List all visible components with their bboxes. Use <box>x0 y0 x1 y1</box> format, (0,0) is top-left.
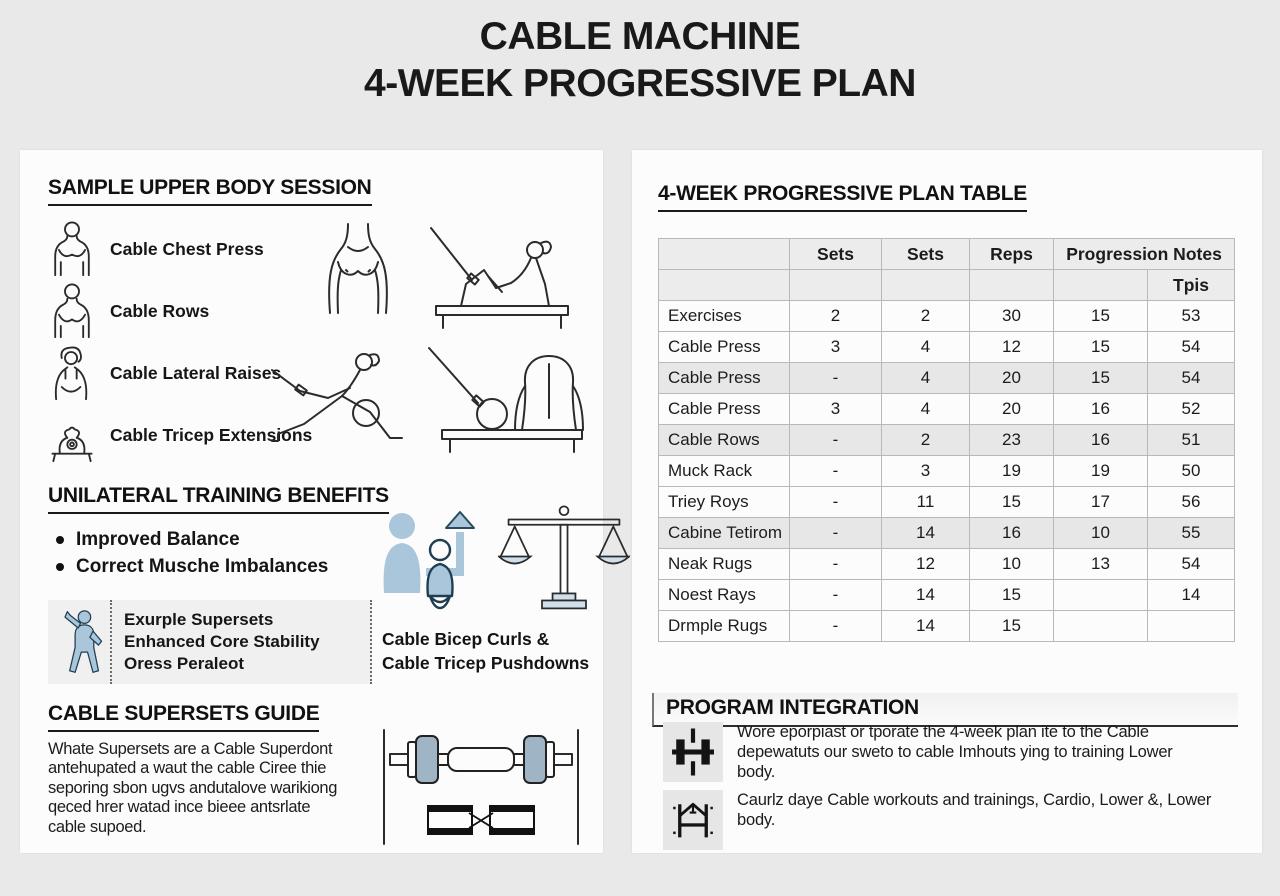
caption-line: Cable Bicep Curls & <box>382 629 550 649</box>
chest-torso-illustration <box>308 220 408 315</box>
plan-table-heading: 4-WEEK PROGRESSIVE PLAN TABLE <box>658 182 1027 212</box>
benefit-label: Improved Balance <box>76 528 240 550</box>
dumbbell-icon <box>667 726 719 778</box>
callout-line: Oress Peraleot <box>124 654 245 674</box>
tricep-extension-icon <box>48 407 96 463</box>
plan-table-panel <box>632 150 1262 853</box>
lunge-cable-illustration <box>270 346 420 446</box>
page-title-line2: 4-WEEK PROGRESSIVE PLAN <box>364 61 916 105</box>
figure-arrow-icon <box>378 498 498 623</box>
column-subheader: Tpis <box>1148 270 1235 301</box>
table-row: Cabine Tetirom - 14 16 10 55 <box>659 518 1235 549</box>
table-row: Noest Rays - 14 15 14 <box>659 580 1235 611</box>
progressive-plan-table <box>658 238 1235 642</box>
table-row: Cable Rows - 2 23 16 51 <box>659 425 1235 456</box>
exercise-label: Cable Chest Press <box>110 238 264 259</box>
list-item <box>48 280 312 342</box>
table-row: Neak Rugs - 12 10 13 54 <box>659 549 1235 580</box>
table-row: Muck Rack - 3 19 19 50 <box>659 456 1235 487</box>
callout-line: Exurple Supersets <box>124 609 274 629</box>
integration-item <box>663 790 1215 850</box>
exercise-label: Cable Tricep Extensions <box>110 424 313 445</box>
supersets-callout-box <box>48 600 372 684</box>
lateral-raise-icon <box>48 345 96 401</box>
guide-paragraph: Whate Supersets are a Cable Superdont antehupated a waut the cable Ciree thie seporing sbon ugvs andutalove warikiong qeced hrer watad ince bieee antsrlate cable supoed. <box>48 740 338 836</box>
table-header-row <box>659 239 1235 270</box>
integration-text: Caurlz daye Cable workouts and trainings, Cardio, Lower &, Lower body. <box>737 791 1212 830</box>
barbell-rack-illustration <box>372 712 590 850</box>
benefits-list <box>56 526 328 580</box>
column-header: Sets <box>790 239 882 270</box>
sample-session-panel <box>20 150 603 853</box>
exercise-label: Cable Rows <box>110 300 210 321</box>
bullet-icon <box>56 563 64 571</box>
chest-press-icon <box>48 221 96 277</box>
table-row: Cable Press - 4 20 15 54 <box>659 363 1235 394</box>
icon-box <box>663 722 723 782</box>
list-item <box>56 553 328 580</box>
table-row: Drmple Rugs - 14 15 <box>659 611 1235 642</box>
guide-heading: CABLE SUPERSETS GUIDE <box>48 702 319 732</box>
integration-heading: PROGRAM INTEGRATION <box>666 696 919 719</box>
exercise-label: Cable Lateral Raises <box>110 362 282 383</box>
column-header <box>659 239 790 270</box>
page-title <box>0 14 1280 108</box>
table-subheader-row <box>659 270 1235 301</box>
callout-line: Enhanced Core Stability <box>124 631 320 651</box>
column-header: Reps <box>970 239 1054 270</box>
balance-scale-icon <box>498 500 630 620</box>
integration-item <box>663 722 1215 782</box>
table-row: Cable Press 3 4 12 15 54 <box>659 332 1235 363</box>
person-icon <box>55 607 103 677</box>
caption-line: Cable Tricep Pushdowns <box>382 652 590 673</box>
list-item <box>56 526 328 553</box>
integration-text: Wore eporpiast or tporate the 4-week plan ite to the Cable depewatuts our sweto to cable Imhouts ying to training Lower body. <box>737 723 1173 782</box>
table-row: Triey Roys - 11 15 17 56 <box>659 487 1235 518</box>
superset-caption <box>382 628 589 675</box>
list-item <box>48 218 312 280</box>
column-header: Sets <box>882 239 970 270</box>
page-title-line1: CABLE MACHINE <box>479 15 801 58</box>
bullet-icon <box>56 536 64 544</box>
session-heading: SAMPLE UPPER BODY SESSION <box>48 176 372 206</box>
table-row: Exercises 2 2 30 15 53 <box>659 301 1235 332</box>
benefits-heading: UNILATERAL TRAINING BENEFITS <box>48 484 389 514</box>
benefit-label: Correct Musche Imbalances <box>76 555 329 577</box>
bench-rack-icon <box>668 796 718 844</box>
bench-cable-illustration <box>428 226 578 331</box>
icon-box <box>663 790 723 850</box>
seated-row-back-illustration <box>428 346 593 456</box>
table-row: Cable Press 3 4 20 16 52 <box>659 394 1235 425</box>
column-header: Progression Notes <box>1054 239 1235 270</box>
rows-icon <box>48 283 96 339</box>
